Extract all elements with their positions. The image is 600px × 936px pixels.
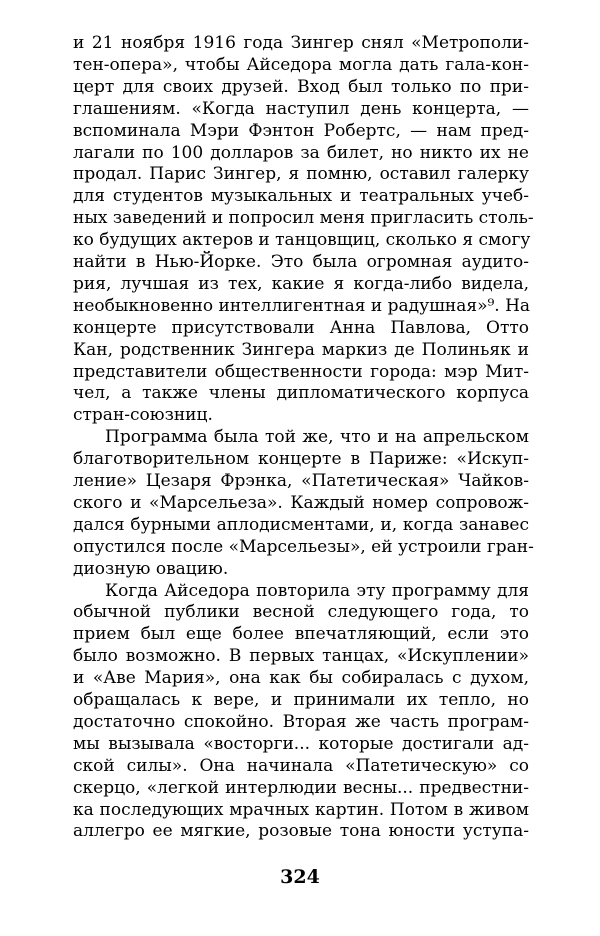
- text-line: лагали по 100 долларов за билет, но никто их не: [73, 143, 529, 163]
- text-line: дался бурными аплодисментами, и, когда занавес: [73, 515, 529, 535]
- text-line: и «Аве Мария», она как бы собиралась с духом,: [73, 668, 529, 688]
- text-line: скерцо, «легкой интерлюдии весны... предвестни-: [73, 778, 529, 798]
- text-line: Когда Айседора повторила эту программу для: [105, 581, 529, 601]
- text-line: обращалась к вере, и принимали их тепло, но: [73, 690, 529, 710]
- text-line: диозную овацию.: [73, 559, 229, 579]
- page-number: 324: [280, 866, 320, 888]
- text-line: стран-союзниц.: [73, 405, 213, 425]
- text-line: представители общественности города: мэр Мит-: [73, 362, 529, 382]
- text-line: Кан, родственник Зингера маркиз де Полиньяк и: [73, 340, 529, 360]
- text-line: прием был еще более впечатляющий, если это: [73, 624, 529, 644]
- text-line: обычной публики весной следующего года, то: [73, 602, 529, 622]
- text-line: вспоминала Мэри Фэнтон Робертс, — нам пред-: [73, 121, 529, 141]
- text-line: концерте присутствовали Анна Павлова, Отто: [73, 318, 529, 338]
- text-line: ко будущих актеров и танцовщиц, сколько я смогу: [73, 230, 531, 250]
- text-line: ского и «Марсельеза». Каждый номер сопровож-: [73, 493, 529, 513]
- text-line: для студентов музыкальных и театральных учеб-: [73, 186, 529, 206]
- text-line: продал. Парис Зингер, я помню, оставил галерку: [73, 164, 529, 184]
- text-line: достаточно спокойно. Вторая же часть програм-: [73, 712, 529, 732]
- text-line: опустился после «Марсельезы», ей устроили гран-: [73, 537, 534, 557]
- text-line: аллегро ее мягкие, розовые тона юности уступа-: [73, 821, 529, 841]
- text-line: чел, а также члены дипломатического корпуса: [73, 383, 529, 403]
- text-line: ка последующих мрачных картин. Потом в живом: [73, 800, 529, 820]
- text-line: благотворительном концерте в Париже: «Искуп-: [73, 449, 529, 469]
- text-line: рия, лучшая из тех, какие я когда-либо видела,: [73, 274, 529, 294]
- text-line: тен-опера», чтобы Айседора могла дать гала-кон-: [73, 55, 529, 75]
- text-line: и 21 ноября 1916 года Зингер снял «Метрополи-: [73, 33, 529, 53]
- text-line: церт для своих друзей. Вход был только по при-: [73, 77, 529, 97]
- text-line: мы вызывала «восторги... которые достигали ад-: [73, 734, 529, 754]
- text-line: найти в Нью-Йорке. Это была огромная аудито-: [73, 252, 529, 272]
- text-line: ных заведений и попросил меня пригласить столь-: [73, 208, 534, 228]
- text-line: глашениям. «Когда наступил день концерта, —: [73, 99, 529, 119]
- text-line: ление» Цезаря Фрэнка, «Патетическая» Чайков-: [73, 471, 529, 491]
- text-line: Программа была той же, что и на апрельском: [105, 427, 529, 447]
- text-line: было возможно. В первых танцах, «Искуплении»: [73, 646, 529, 666]
- text-line: необыкновенно интеллигентная и радушная»⁹. На: [73, 296, 531, 316]
- text-line: ской силы». Она начинала «Патетическую» со: [73, 756, 529, 776]
